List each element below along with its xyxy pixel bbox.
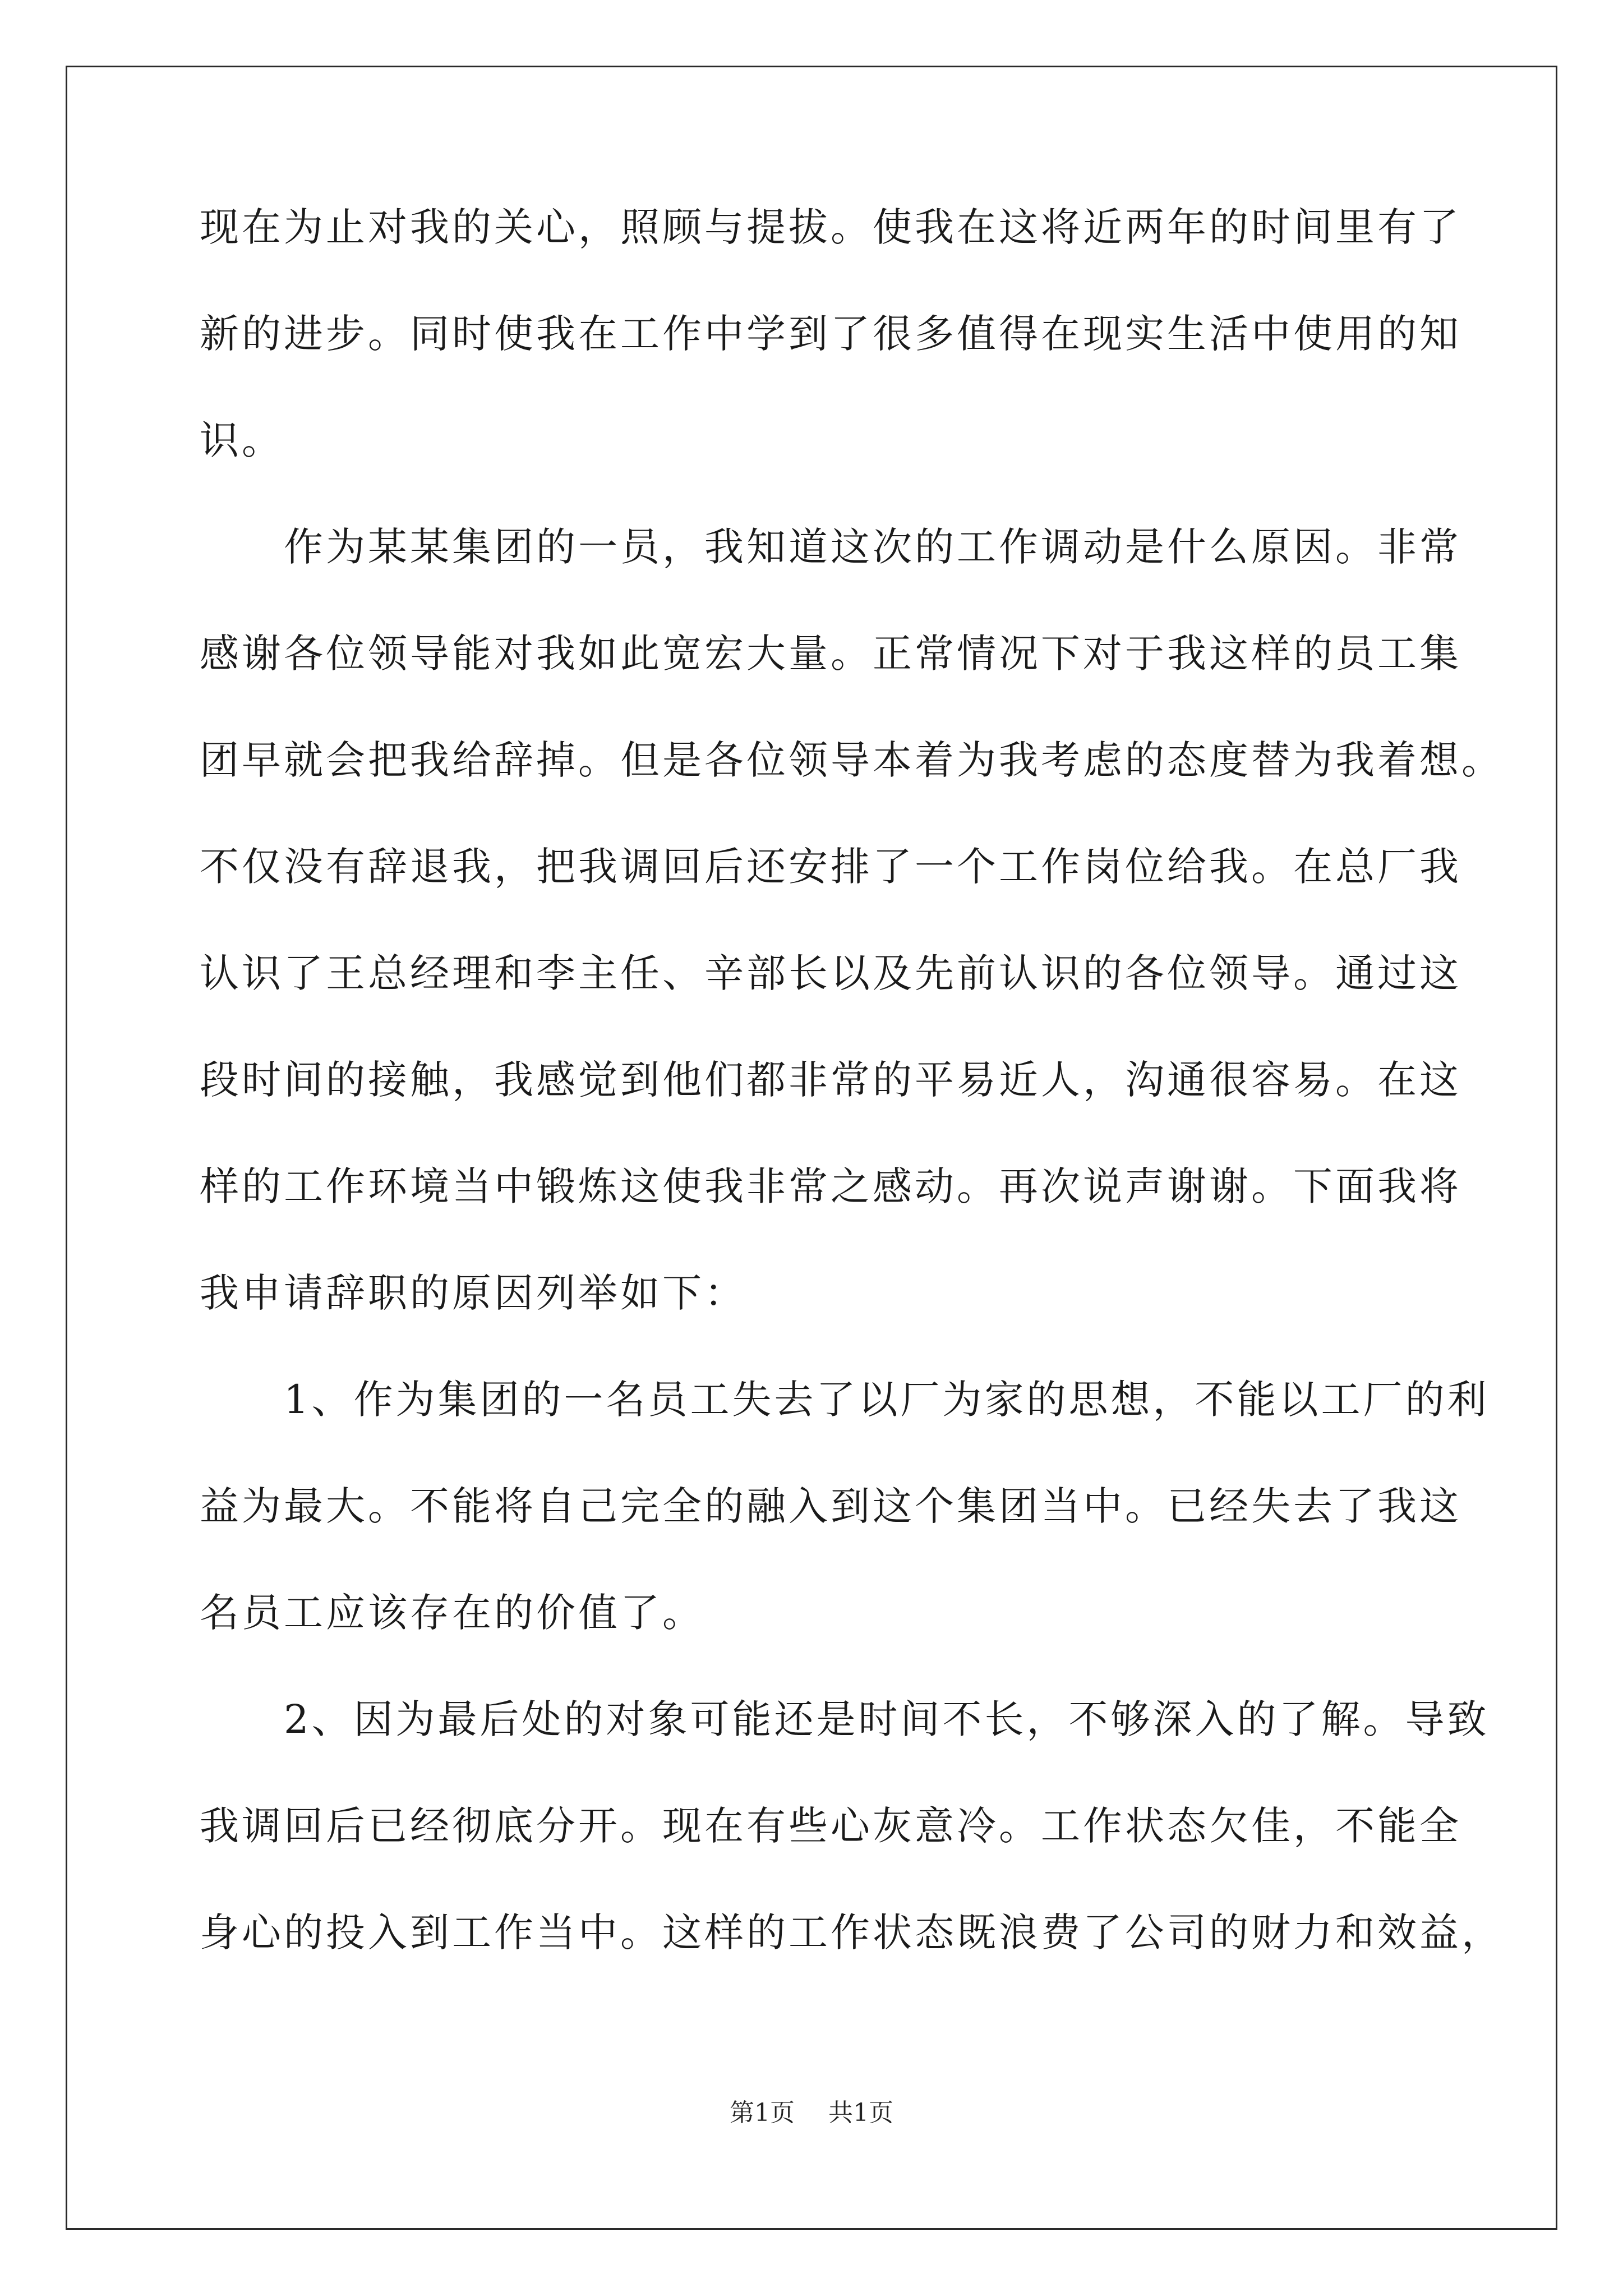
text-line: 认识了王总经理和李主任、辛部长以及先前认识的各位领导。通过这 xyxy=(200,950,1461,996)
list-item-1-start: 1、作为集团的一名员工失去了以厂为家的思想，不能以工厂的利 xyxy=(284,1377,1490,1423)
text-line: 样的工作环境当中锻炼这使我非常之感动。再次说声谢谢。下面我将 xyxy=(200,1163,1461,1209)
page-number: 第1页 xyxy=(730,2099,795,2127)
text-line: 益为最大。不能将自己完全的融入到这个集团当中。已经失去了我这 xyxy=(200,1483,1461,1529)
text-line: 团早就会把我给辞掉。但是各位领导本着为我考虑的态度替为我着想。 xyxy=(200,737,1504,783)
paragraph-start-line: 作为某某集团的一员，我知道这次的工作调动是什么原因。非常 xyxy=(284,524,1461,570)
text-line: 新的进步。同时使我在工作中学到了很多值得在现实生活中使用的知 xyxy=(200,311,1461,357)
text-line: 现在为止对我的关心，照顾与提拔。使我在这将近两年的时间里有了 xyxy=(200,204,1461,250)
text-line: 感谢各位领导能对我如此宽宏大量。正常情况下对于我这样的员工集 xyxy=(200,631,1461,677)
page-total: 共1页 xyxy=(828,2099,893,2127)
page-footer xyxy=(0,2092,1623,2128)
text-line: 识。 xyxy=(200,417,284,463)
text-line: 名员工应该存在的价值了。 xyxy=(200,1590,704,1636)
text-line: 我申请辞职的原因列举如下： xyxy=(200,1270,746,1316)
text-line: 段时间的接触，我感觉到他们都非常的平易近人，沟通很容易。在这 xyxy=(200,1057,1461,1103)
text-line: 不仅没有辞退我，把我调回后还安排了一个工作岗位给我。在总厂我 xyxy=(200,844,1461,890)
text-line: 我调回后已经彻底分开。现在有些心灰意冷。工作状态欠佳，不能全 xyxy=(200,1803,1461,1849)
list-item-2-start: 2、因为最后处的对象可能还是时间不长，不够深入的了解。导致 xyxy=(284,1696,1490,1742)
page-border xyxy=(66,66,1557,2230)
text-line: 身心的投入到工作当中。这样的工作状态既浪费了公司的财力和效益， xyxy=(200,1910,1504,1955)
